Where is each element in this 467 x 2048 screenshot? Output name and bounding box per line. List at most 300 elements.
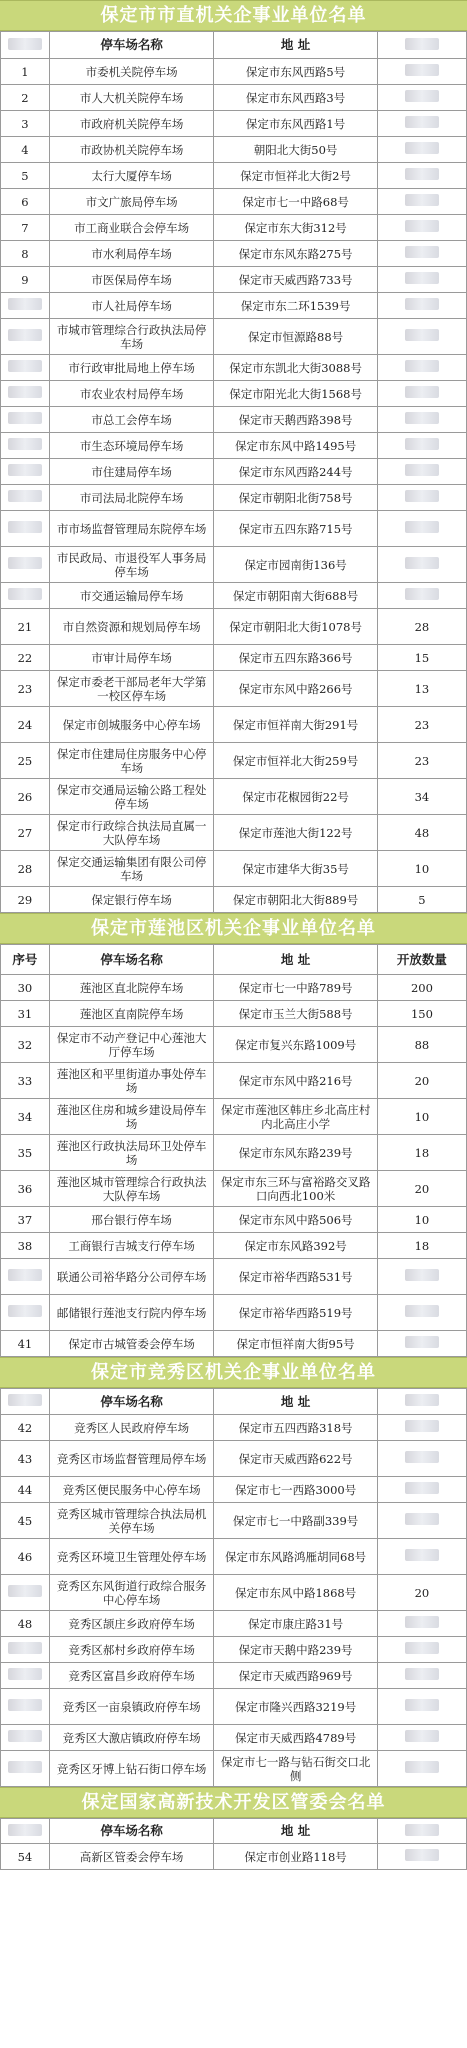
row-name: 高新区管委会停车场 (49, 1844, 214, 1870)
row-address: 保定市七一路与钻石街交口北侧 (214, 1751, 377, 1787)
redacted-block (405, 557, 439, 569)
row-num (1, 1689, 50, 1725)
row-count (377, 111, 466, 137)
row-count (377, 189, 466, 215)
header-address: 地 址 (214, 1389, 377, 1415)
row-count (377, 355, 466, 381)
row-address: 保定市莲池区韩庄乡北高庄村内北高庄小学 (214, 1099, 377, 1135)
row-count: 28 (377, 609, 466, 645)
row-name: 市审计局停车场 (49, 645, 214, 671)
row-name: 市人大机关院停车场 (49, 85, 214, 111)
redacted-block (405, 194, 439, 206)
redacted-block (405, 1699, 439, 1711)
table-row (1, 485, 467, 511)
row-name: 市人社局停车场 (49, 293, 214, 319)
row-name: 竞秀区东风街道行政综合服务中心停车场 (49, 1575, 214, 1611)
row-address: 保定市东凯北大街3088号 (214, 355, 377, 381)
row-num (1, 511, 50, 547)
table-row (1, 645, 467, 671)
redacted-block (8, 1585, 42, 1597)
table-row (1, 1539, 467, 1575)
redacted-block (8, 38, 42, 50)
row-name: 竞秀区市场监督管理局停车场 (49, 1441, 214, 1477)
row-num: 38 (1, 1233, 50, 1259)
row-num: 35 (1, 1135, 50, 1171)
row-name: 竞秀区一亩泉镇政府停车场 (49, 1689, 214, 1725)
row-address: 保定市朝阳南大街688号 (214, 583, 377, 609)
row-address: 保定市恒祥南大街95号 (214, 1331, 377, 1357)
row-address: 保定市天鹅西路398号 (214, 407, 377, 433)
row-name: 竞秀区环境卫生管理处停车场 (49, 1539, 214, 1575)
table-row (1, 1575, 467, 1611)
row-num: 36 (1, 1171, 50, 1207)
row-address: 保定市阳光北大街1568号 (214, 381, 377, 407)
row-num: 28 (1, 851, 50, 887)
row-address: 保定市康庄路31号 (214, 1611, 377, 1637)
row-address: 保定市东风中路266号 (214, 671, 377, 707)
row-count (377, 1477, 466, 1503)
row-count (377, 547, 466, 583)
row-name: 莲池区和平里街道办事处停车场 (49, 1063, 214, 1099)
redacted-block (405, 1642, 439, 1654)
row-name: 莲池区行政执法局环卫处停车场 (49, 1135, 214, 1171)
row-num (1, 547, 50, 583)
row-name: 市医保局停车场 (49, 267, 214, 293)
table-row (1, 215, 467, 241)
row-num (1, 1295, 50, 1331)
row-name: 莲池区直南院停车场 (49, 1001, 214, 1027)
row-address: 保定市东风中路1495号 (214, 433, 377, 459)
row-address: 保定市天威西路622号 (214, 1441, 377, 1477)
table-row (1, 85, 467, 111)
header-count (377, 32, 466, 59)
redacted-block (405, 246, 439, 258)
row-count (377, 1259, 466, 1295)
row-count: 20 (377, 1575, 466, 1611)
row-name: 市工商业联合会停车场 (49, 215, 214, 241)
row-address: 保定市裕华西路531号 (214, 1259, 377, 1295)
row-num: 43 (1, 1441, 50, 1477)
row-name: 莲池区直北院停车场 (49, 975, 214, 1001)
table-row (1, 319, 467, 355)
row-name: 市城市管理综合行政执法局停车场 (49, 319, 214, 355)
row-address: 朝阳北大街50号 (214, 137, 377, 163)
row-num (1, 1725, 50, 1751)
row-address: 保定市东风中路1868号 (214, 1575, 377, 1611)
row-count (377, 485, 466, 511)
row-count (377, 407, 466, 433)
row-count: 200 (377, 975, 466, 1001)
row-count: 10 (377, 851, 466, 887)
row-num (1, 319, 50, 355)
row-address: 保定市朝阳北大街889号 (214, 887, 377, 913)
row-count (377, 1415, 466, 1441)
table-header-row (1, 32, 467, 59)
row-address: 保定市五四西路318号 (214, 1415, 377, 1441)
row-address: 保定市五四东路715号 (214, 511, 377, 547)
row-name: 市市场监督管理局东院停车场 (49, 511, 214, 547)
row-address: 保定市创业路118号 (214, 1844, 377, 1870)
row-address: 保定市复兴东路1009号 (214, 1027, 377, 1063)
row-address: 保定市玉兰大街588号 (214, 1001, 377, 1027)
row-address: 保定市东风西路3号 (214, 85, 377, 111)
redacted-block (8, 1269, 42, 1281)
row-num: 37 (1, 1207, 50, 1233)
row-count (377, 1331, 466, 1357)
redacted-block (405, 438, 439, 450)
row-count (377, 215, 466, 241)
row-num: 7 (1, 215, 50, 241)
row-num: 41 (1, 1331, 50, 1357)
table-row (1, 1001, 467, 1027)
row-num: 46 (1, 1539, 50, 1575)
row-name: 保定市委老干部局老年大学第一校区停车场 (49, 671, 214, 707)
row-count: 15 (377, 645, 466, 671)
table-row (1, 1663, 467, 1689)
table-row (1, 407, 467, 433)
row-address: 保定市莲池大街122号 (214, 815, 377, 851)
redacted-block (8, 490, 42, 502)
row-name: 市文广旅局停车场 (49, 189, 214, 215)
redacted-block (405, 490, 439, 502)
row-address: 保定市花椒园街22号 (214, 779, 377, 815)
redacted-block (8, 1761, 42, 1773)
row-address: 保定市东二环1539号 (214, 293, 377, 319)
row-num (1, 485, 50, 511)
table-header-row (1, 1819, 467, 1844)
row-name: 竞秀区牙博上钻石街口停车场 (49, 1751, 214, 1787)
table-row (1, 1331, 467, 1357)
table-row (1, 1477, 467, 1503)
table-row (1, 433, 467, 459)
row-num: 9 (1, 267, 50, 293)
row-count: 18 (377, 1135, 466, 1171)
table-row (1, 975, 467, 1001)
row-num (1, 433, 50, 459)
row-count (377, 1441, 466, 1477)
row-name: 保定市交通局运输公路工程处停车场 (49, 779, 214, 815)
row-address: 保定市东风东路275号 (214, 241, 377, 267)
redacted-block (405, 1269, 439, 1281)
row-count: 34 (377, 779, 466, 815)
row-num: 25 (1, 743, 50, 779)
row-num: 21 (1, 609, 50, 645)
row-address: 保定市天威西路4789号 (214, 1725, 377, 1751)
table-row (1, 1233, 467, 1259)
redacted-block (8, 1642, 42, 1654)
table-row (1, 1751, 467, 1787)
redacted-block (405, 1824, 439, 1836)
row-count: 23 (377, 707, 466, 743)
row-name: 市政府机关院停车场 (49, 111, 214, 137)
row-num (1, 381, 50, 407)
row-address: 保定市东风路392号 (214, 1233, 377, 1259)
row-name: 竞秀区人民政府停车场 (49, 1415, 214, 1441)
table-row (1, 815, 467, 851)
row-num: 4 (1, 137, 50, 163)
section-title: 保定国家高新技术开发区管委会名单 (0, 1787, 467, 1818)
row-num (1, 459, 50, 485)
redacted-block (405, 272, 439, 284)
redacted-block (405, 1305, 439, 1317)
redacted-block (8, 464, 42, 476)
table-row (1, 1689, 467, 1725)
header-count: 开放数量 (377, 945, 466, 975)
row-address: 保定市隆兴西路3219号 (214, 1689, 377, 1725)
table-row (1, 1637, 467, 1663)
row-count: 20 (377, 1063, 466, 1099)
row-num (1, 1751, 50, 1787)
redacted-block (405, 360, 439, 372)
row-address: 保定市东风东路239号 (214, 1135, 377, 1171)
redacted-block (405, 116, 439, 128)
table-row (1, 293, 467, 319)
redacted-block (405, 412, 439, 424)
row-address: 保定市七一中路68号 (214, 189, 377, 215)
table-row (1, 111, 467, 137)
table-row (1, 459, 467, 485)
row-name: 保定市不动产登记中心莲池大厅停车场 (49, 1027, 214, 1063)
row-address: 保定市恒源路88号 (214, 319, 377, 355)
redacted-block (405, 168, 439, 180)
row-name: 市司法局北院停车场 (49, 485, 214, 511)
row-address: 保定市天威西路969号 (214, 1663, 377, 1689)
row-name: 竞秀区城市管理综合执法局机关停车场 (49, 1503, 214, 1539)
header-count (377, 1819, 466, 1844)
row-name: 邢台银行停车场 (49, 1207, 214, 1233)
redacted-block (8, 298, 42, 310)
table-row (1, 1027, 467, 1063)
header-address: 地 址 (214, 32, 377, 59)
row-count (377, 293, 466, 319)
table-row (1, 1503, 467, 1539)
redacted-block (8, 588, 42, 600)
row-name: 保定银行停车场 (49, 887, 214, 913)
row-num: 33 (1, 1063, 50, 1099)
row-address: 保定市东风西路5号 (214, 59, 377, 85)
row-name: 市自然资源和规划局停车场 (49, 609, 214, 645)
row-address: 保定市朝阳北大街1078号 (214, 609, 377, 645)
row-name: 保定市行政综合执法局直属一大队停车场 (49, 815, 214, 851)
row-name: 市行政审批局地上停车场 (49, 355, 214, 381)
row-name: 市交通运输局停车场 (49, 583, 214, 609)
table-row (1, 671, 467, 707)
row-name: 莲池区城市管理综合行政执法大队停车场 (49, 1171, 214, 1207)
row-count: 10 (377, 1099, 466, 1135)
table-row (1, 189, 467, 215)
row-count (377, 511, 466, 547)
table-row (1, 1441, 467, 1477)
row-count: 20 (377, 1171, 466, 1207)
table-row (1, 1295, 467, 1331)
redacted-block (405, 220, 439, 232)
row-name: 竞秀区郝村乡政府停车场 (49, 1637, 214, 1663)
row-count (377, 381, 466, 407)
row-address: 保定市七一西路3000号 (214, 1477, 377, 1503)
header-address: 地 址 (214, 945, 377, 975)
row-num: 1 (1, 59, 50, 85)
redacted-block (405, 588, 439, 600)
row-num (1, 583, 50, 609)
row-num: 45 (1, 1503, 50, 1539)
redacted-block (405, 64, 439, 76)
redacted-block (405, 1761, 439, 1773)
redacted-block (405, 1668, 439, 1680)
row-count: 88 (377, 1027, 466, 1063)
redacted-block (405, 298, 439, 310)
table-header-row (1, 1389, 467, 1415)
row-address: 保定市园南街136号 (214, 547, 377, 583)
row-num: 8 (1, 241, 50, 267)
header-num: 序号 (1, 945, 50, 975)
row-count (377, 1611, 466, 1637)
table-row (1, 137, 467, 163)
header-num (1, 1389, 50, 1415)
redacted-block (8, 1699, 42, 1711)
header-name: 停车场名称 (49, 1389, 214, 1415)
row-num: 5 (1, 163, 50, 189)
row-name: 市水利局停车场 (49, 241, 214, 267)
row-count: 23 (377, 743, 466, 779)
row-address: 保定市东风西路1号 (214, 111, 377, 137)
row-address: 保定市恒祥北大街2号 (214, 163, 377, 189)
row-count: 10 (377, 1207, 466, 1233)
row-num (1, 293, 50, 319)
redacted-block (8, 438, 42, 450)
section-title: 保定市竞秀区机关企事业单位名单 (0, 1357, 467, 1388)
table-row (1, 59, 467, 85)
table-row (1, 887, 467, 913)
redacted-block (8, 1668, 42, 1680)
redacted-block (405, 1420, 439, 1432)
header-address: 地 址 (214, 1819, 377, 1844)
header-name: 停车场名称 (49, 32, 214, 59)
table-row (1, 1207, 467, 1233)
redacted-block (405, 1394, 439, 1406)
row-name: 市农业农村局停车场 (49, 381, 214, 407)
header-num (1, 1819, 50, 1844)
table-header-row (1, 945, 467, 975)
header-name: 停车场名称 (49, 1819, 214, 1844)
redacted-block (405, 90, 439, 102)
parking-table (0, 1388, 467, 1787)
table-row (1, 779, 467, 815)
row-name: 保定市创城服务中心停车场 (49, 707, 214, 743)
redacted-block (405, 521, 439, 533)
row-name: 邮储银行莲池支行院内停车场 (49, 1295, 214, 1331)
row-count (377, 459, 466, 485)
redacted-block (8, 360, 42, 372)
row-count (377, 319, 466, 355)
row-num: 48 (1, 1611, 50, 1637)
row-num: 24 (1, 707, 50, 743)
row-address: 保定市七一中路789号 (214, 975, 377, 1001)
row-num (1, 1637, 50, 1663)
redacted-block (405, 1549, 439, 1561)
table-row (1, 1171, 467, 1207)
row-count (377, 1539, 466, 1575)
redacted-block (405, 38, 439, 50)
row-address: 保定市天鹅中路239号 (214, 1637, 377, 1663)
redacted-block (405, 1730, 439, 1742)
redacted-block (405, 1482, 439, 1494)
row-address: 保定市裕华西路519号 (214, 1295, 377, 1331)
row-address: 保定市东风中路216号 (214, 1063, 377, 1099)
row-count: 48 (377, 815, 466, 851)
row-count (377, 1689, 466, 1725)
row-count (377, 137, 466, 163)
row-name: 联通公司裕华路分公司停车场 (49, 1259, 214, 1295)
section-title: 保定市市直机关企事业单位名单 (0, 0, 467, 31)
parking-table (0, 944, 467, 1357)
row-num: 22 (1, 645, 50, 671)
redacted-block (8, 557, 42, 569)
table-row (1, 1844, 467, 1870)
redacted-block (8, 329, 42, 341)
row-count (377, 1637, 466, 1663)
redacted-block (405, 1849, 439, 1861)
row-num: 6 (1, 189, 50, 215)
redacted-block (8, 521, 42, 533)
redacted-block (405, 1616, 439, 1628)
row-num (1, 1663, 50, 1689)
row-num (1, 1575, 50, 1611)
redacted-block (8, 1394, 42, 1406)
row-address: 保定市七一中路副339号 (214, 1503, 377, 1539)
table-row (1, 1611, 467, 1637)
row-name: 竞秀区便民服务中心停车场 (49, 1477, 214, 1503)
row-address: 保定市恒祥北大街259号 (214, 743, 377, 779)
row-name: 市委机关院停车场 (49, 59, 214, 85)
table-row (1, 609, 467, 645)
row-count (377, 1663, 466, 1689)
row-address: 保定市恒祥南大街291号 (214, 707, 377, 743)
redacted-block (8, 1305, 42, 1317)
row-name: 莲池区住房和城乡建设局停车场 (49, 1099, 214, 1135)
redacted-block (405, 464, 439, 476)
row-num: 26 (1, 779, 50, 815)
table-row (1, 1063, 467, 1099)
row-address: 保定市东风西路244号 (214, 459, 377, 485)
row-name: 市政协机关院停车场 (49, 137, 214, 163)
row-name: 市住建局停车场 (49, 459, 214, 485)
row-num: 34 (1, 1099, 50, 1135)
row-address: 保定市东风路鸿雁胡同68号 (214, 1539, 377, 1575)
row-num: 27 (1, 815, 50, 851)
row-count (377, 583, 466, 609)
row-num: 2 (1, 85, 50, 111)
redacted-block (405, 1513, 439, 1525)
row-count (377, 1295, 466, 1331)
table-row (1, 163, 467, 189)
row-num: 30 (1, 975, 50, 1001)
redacted-block (8, 1730, 42, 1742)
table-row (1, 583, 467, 609)
row-num: 3 (1, 111, 50, 137)
table-row (1, 1259, 467, 1295)
redacted-block (405, 1451, 439, 1463)
row-count (377, 1725, 466, 1751)
row-name: 太行大厦停车场 (49, 163, 214, 189)
row-address: 保定市朝阳北街758号 (214, 485, 377, 511)
row-count: 150 (377, 1001, 466, 1027)
table-row (1, 1725, 467, 1751)
row-address: 保定市东三环与富裕路交叉路口向西北100米 (214, 1171, 377, 1207)
header-num (1, 32, 50, 59)
row-count (377, 1503, 466, 1539)
row-name: 竞秀区大激店镇政府停车场 (49, 1725, 214, 1751)
row-name: 保定市住建局住房服务中心停车场 (49, 743, 214, 779)
